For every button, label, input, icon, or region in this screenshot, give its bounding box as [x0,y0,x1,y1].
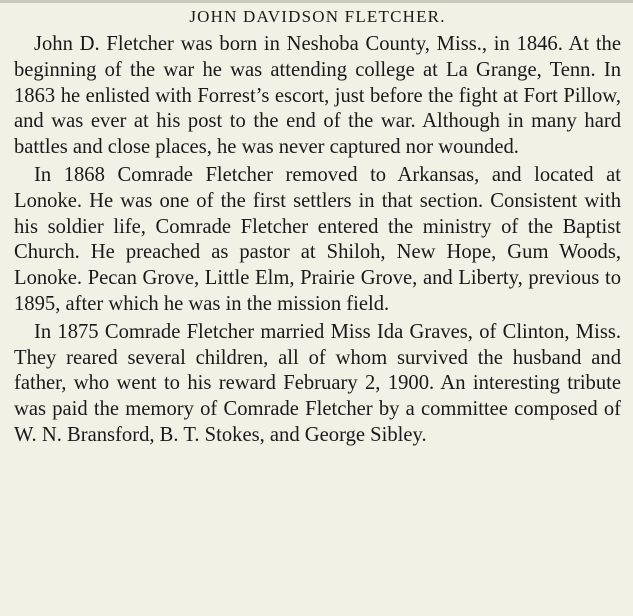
paragraph-birth-and-war: John D. Fletcher was born in Neshoba County, Miss., in 1846. At the beginning of the war he was attending college at La Grange, Tenn. In 1863 he enlisted with Forrest’s escort, just before the fight at Fort Pillow, and was ever at his post to the end of the war. Although in many hard battles and close places, he was never captured nor wounded. [14,33,621,159]
paragraph-marriage-and-tribute: In 1875 Comrade Fletcher married Miss Ida Graves, of Clinton, Miss. They reared several children, all of whom survived the husband and father, who went to his reward February 2, 1900. An interesting tribute was paid the memory of Comrade Fletcher by a committee composed of W. N. Bransford, B. T. Stokes, and George Sibley. [14,320,621,446]
paragraph-ministry: In 1868 Comrade Fletcher removed to Arkansas, and located at Lonoke. He was one of the first settlers in that section. Consistent with his soldier life, Comrade Fletcher entered the ministry of the Baptist Church. He preached as pastor at Shiloh, New Hope, Gum Woods, Lonoke. Pecan Grove, Little Elm, Prairie Grove, and Liberty, previous to 1895, after which he was in the mission field. [14,163,621,315]
article-heading: JOHN DAVIDSON FLETCHER. [189,7,446,26]
page-top-edge [0,0,633,3]
